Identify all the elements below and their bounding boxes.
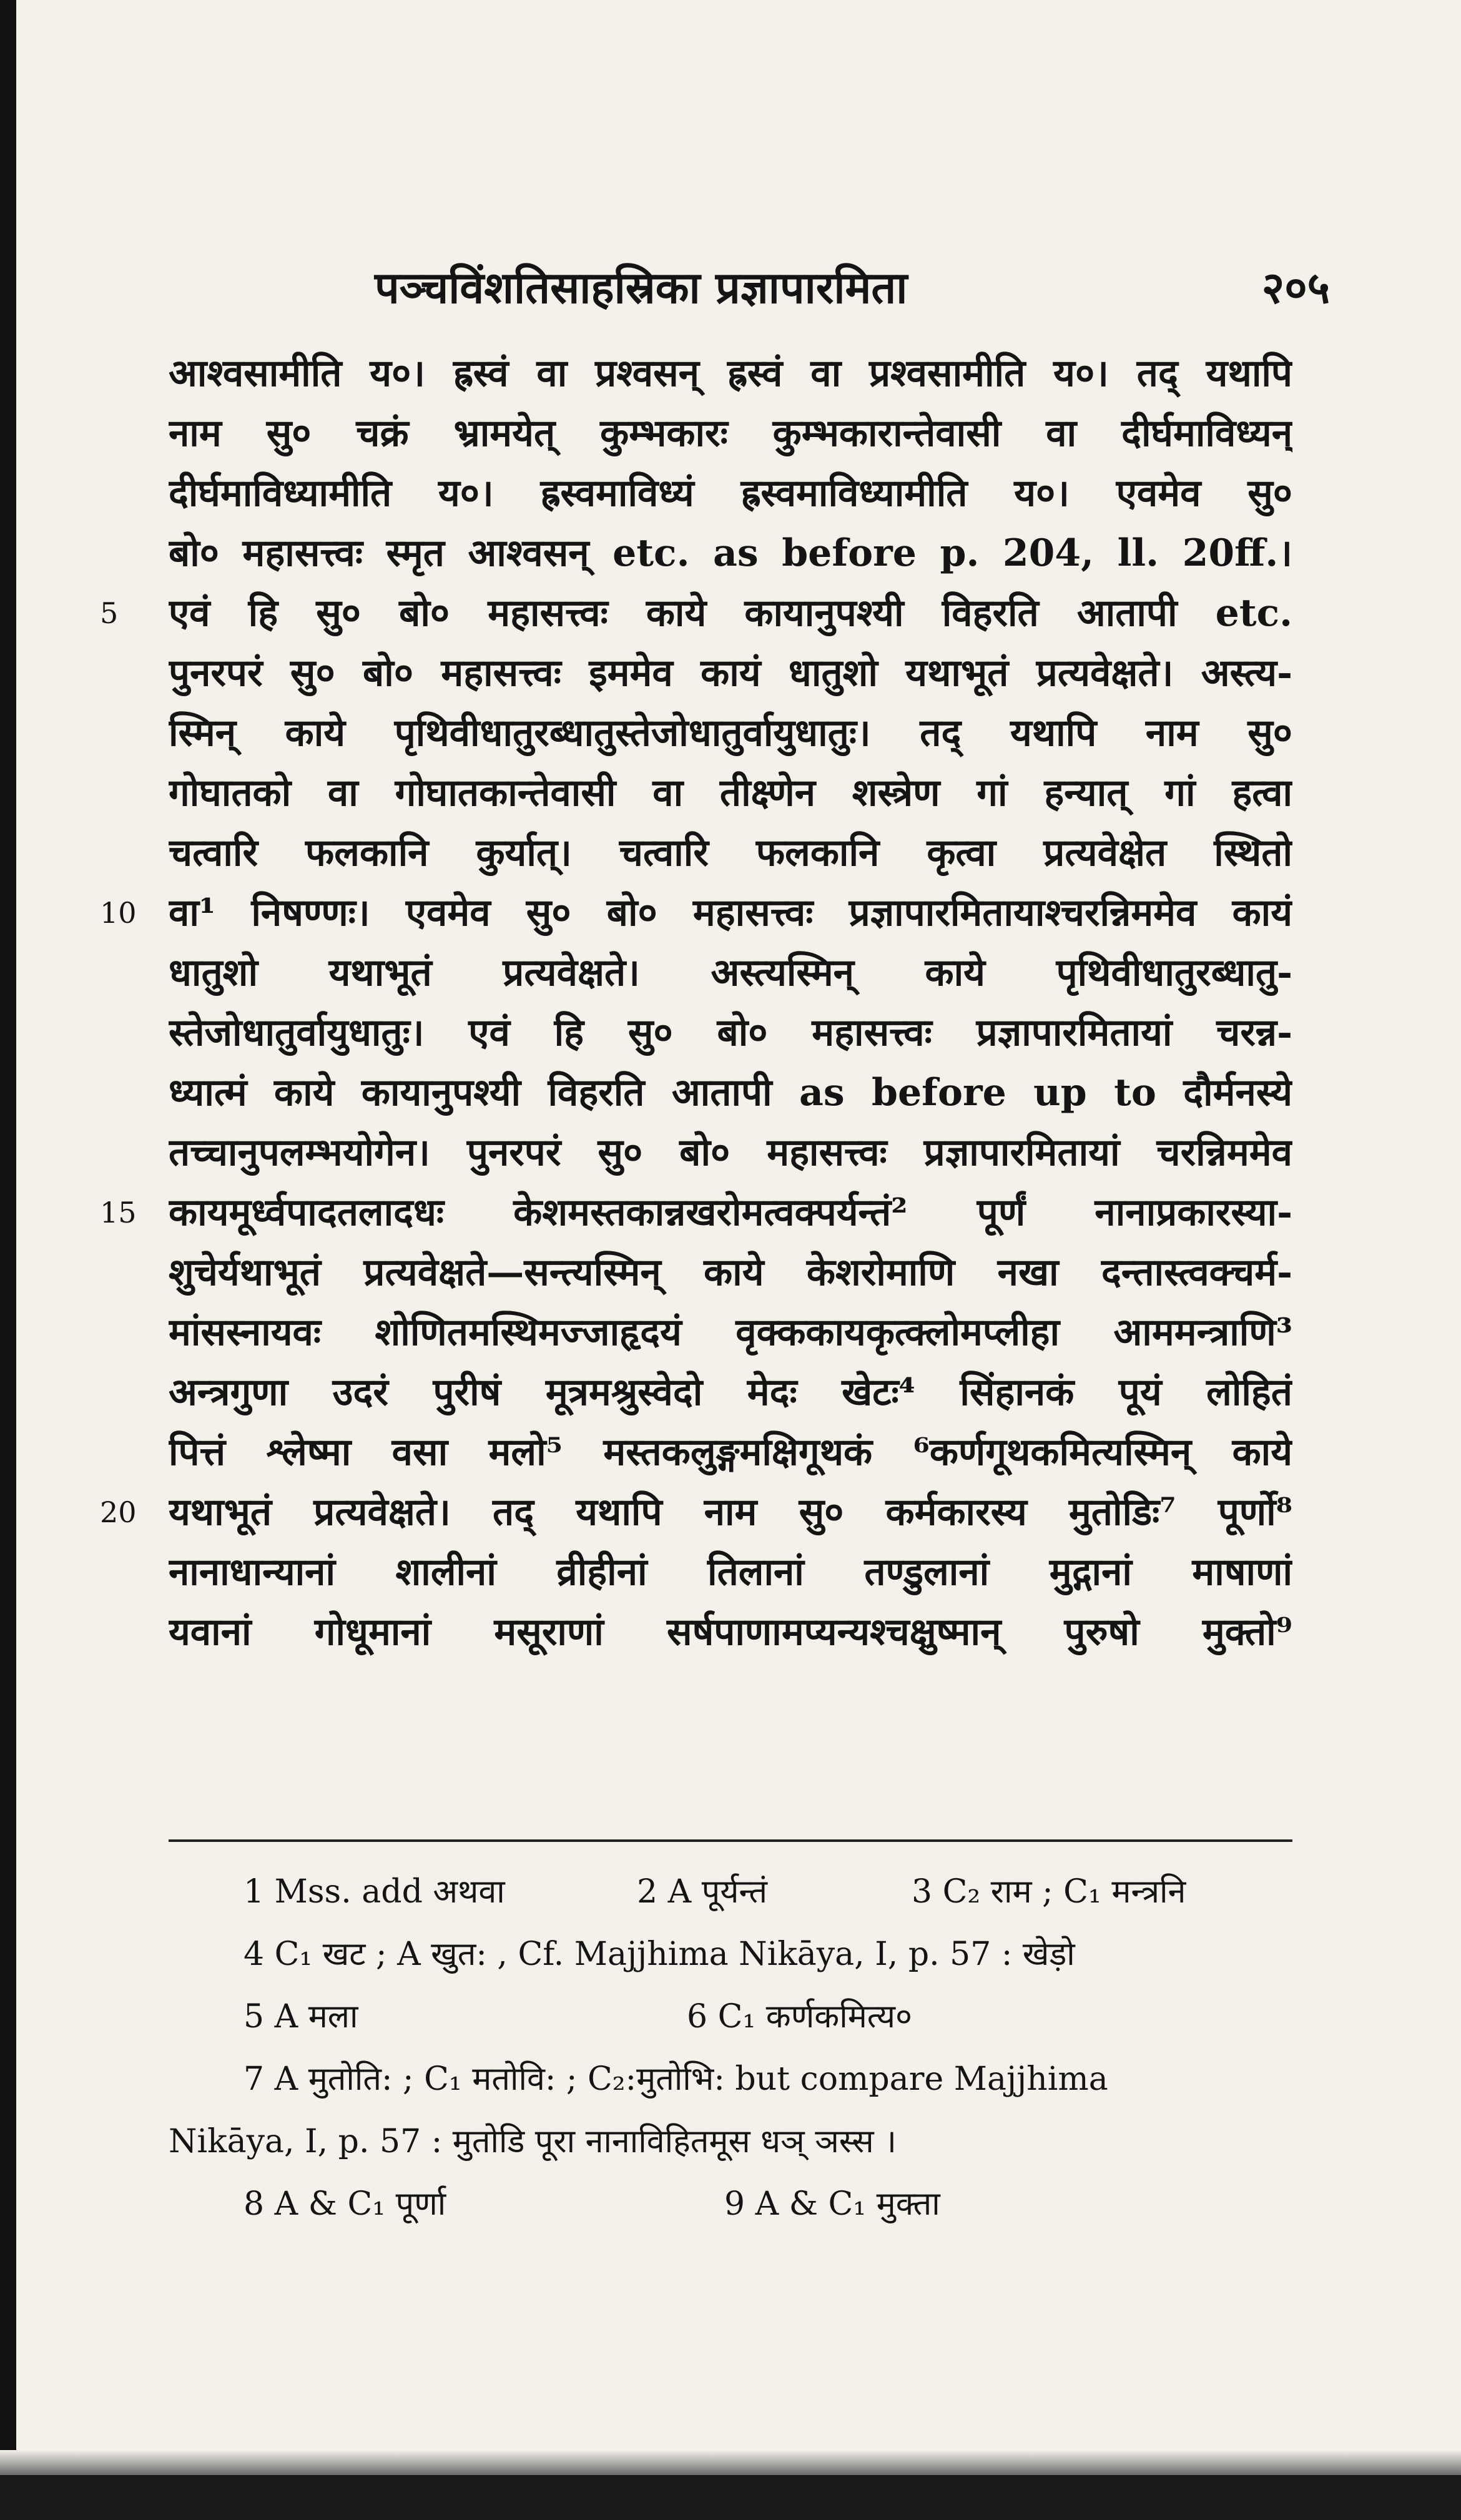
text-line: 15 कायमूर्ध्वपादतलादधः केशमस्तकान्नखरोमत्वक्पर्यन्तं² पूर्णं नानाप्रकारस्या- <box>100 1191 1292 1234</box>
text-line: तच्चानुपलम्भयोगेन। पुनरपरं सु० बो० महासत्त्वः प्रज्ञापारमितायां चरन्निममेव <box>169 1131 1292 1174</box>
page-number: २०५ <box>1261 262 1330 313</box>
text-line: आश्वसामीति य०। ह्रस्वं वा प्रश्वसन् ह्रस्वं वा प्रश्वसामीति य०। तद् यथापि <box>169 352 1292 395</box>
main-text <box>100 343 1292 1662</box>
footnote-5: 5 A मला <box>244 1998 358 2035</box>
footnote-1: 1 Mss. add अथवा <box>244 1873 505 1911</box>
footnotes <box>169 1861 1292 2235</box>
footnote-row <box>169 1861 1292 1923</box>
text-line: बो० महासत्त्वः स्मृत आश्वसन् etc. as before p. 204, ll. 20ff.। <box>169 531 1292 575</box>
footnote-7: 7 A मुतोति: ; C₁ मतोवि: ; C₂:मुतोभि: but compare Majjhima <box>244 2060 1108 2098</box>
footnote-divider <box>169 1839 1292 1842</box>
footnote-9: 9 A & C₁ मुक्ता <box>724 2185 940 2223</box>
footnote-row <box>169 2110 1292 2173</box>
footnote-8: 8 A & C₁ पूर्णा <box>244 2185 446 2223</box>
text-line: मांसस्नायवः शोणितमस्थिमज्जाहृदयं वृक्ककायकृत्क्लोमप्लीहा आममन्त्राणि³ <box>169 1311 1292 1354</box>
footnote-4: 4 C₁ खट ; A खुत: , Cf. Majjhima Nikāya, I, p. 57 : खेड़ो <box>244 1936 1075 1973</box>
text-line: गोघातको वा गोघातकान्तेवासी वा तीक्ष्णेन शस्त्रेण गां हन्यात् गां हत्वा <box>169 771 1292 815</box>
text-line: शुचेर्यथाभूतं प्रत्यवेक्षते—सन्त्यस्मिन् काये केशरोमाणि नखा दन्तास्त्वक्चर्म- <box>169 1251 1292 1294</box>
running-title: पञ्चविंशतिसाहस्रिका प्रज्ञापारमिता <box>375 262 908 313</box>
footnote-3: 3 C₂ राम ; C₁ मन्त्रनि <box>912 1873 1186 1911</box>
text-line: पुनरपरं सु० बो० महासत्त्वः इममेव कायं धातुशो यथाभूतं प्रत्यवेक्षते। अस्त्य- <box>169 651 1292 695</box>
footnote-2: 2 A पूर्यन्तं <box>637 1873 768 1911</box>
footnote-7-continued: Nikāya, I, p. 57 : मुतोडि पूरा नानाविहितमूस धञ् ञस्स । <box>169 2123 897 2160</box>
text-line: स्मिन् काये पृथिवीधातुरब्धातुस्तेजोधातुर्वायुधातुः। तद् यथापि नाम सु० <box>169 711 1292 755</box>
text-line: यवानां गोधूमानां मसूराणां सर्षपाणामप्यन्यश्चक्षुष्मान् पुरुषो मुक्तो⁹ <box>169 1610 1292 1654</box>
text-line: 10 वा¹ निषण्णः। एवमेव सु० बो० महासत्त्वः प्रज्ञापारमितायाश्चरन्निममेव कायं <box>100 891 1292 935</box>
footnote-row <box>169 2173 1292 2235</box>
scan-bottom-shadow <box>0 2450 1461 2475</box>
footnote-row <box>169 2048 1292 2110</box>
text-line: स्तेजोधातुर्वायुधातुः। एवं हि सु० बो० महासत्त्वः प्रज्ञापारमितायां चरन्न- <box>169 1011 1292 1055</box>
text-line: धातुशो यथाभूतं प्रत्यवेक्षते। अस्त्यस्मिन् काये पृथिवीधातुरब्धातु- <box>169 951 1292 995</box>
text-line: 20 यथाभूतं प्रत्यवेक्षते। तद् यथापि नाम सु० कर्मकारस्य मुतोडिः⁷ पूर्णो⁸ <box>100 1490 1292 1534</box>
footnote-6: 6 C₁ कर्णकमित्य० <box>687 1998 913 2035</box>
text-line: चत्वारि फलकानि कुर्यात्। चत्वारि फलकानि कृत्वा प्रत्यवेक्षेत स्थितो <box>169 831 1292 875</box>
page-header <box>169 244 1330 318</box>
scan-left-edge <box>0 0 16 2520</box>
text-line: ध्यात्मं काये कायानुपश्यी विहरति आतापी as before up to दौर्मनस्ये <box>169 1071 1292 1115</box>
text-line: नानाधान्यानां शालीनां व्रीहीनां तिलानां तण्डुलानां मुद्गानां माषाणां <box>169 1550 1292 1594</box>
text-line: पित्तं श्लेष्मा वसा मलो⁵ मस्तकलुङ्गमक्षिगूथकं ⁶कर्णगूथकमित्यस्मिन् काये <box>169 1430 1292 1474</box>
footnote-row <box>169 1923 1292 1986</box>
text-line: 5 एवं हि सु० बो० महासत्त्वः काये कायानुपश्यी विहरति आतापी etc. <box>100 591 1292 635</box>
scan-bottom-edge <box>0 2475 1461 2520</box>
footnote-row <box>169 1986 1292 2048</box>
text-line: नाम सु० चक्रं भ्रामयेत् कुम्भकारः कुम्भकारान्तेवासी वा दीर्घमाविध्यन् <box>169 411 1292 455</box>
text-line: अन्त्रगुणा उदरं पुरीषं मूत्रमश्रुस्वेदो मेदः खेटः⁴ सिंहानकं पूयं लोहितं <box>169 1371 1292 1414</box>
text-line: दीर्घमाविध्यामीति य०। ह्रस्वमाविध्यं ह्रस्वमाविध्यामीति य०। एवमेव सु० <box>169 471 1292 515</box>
